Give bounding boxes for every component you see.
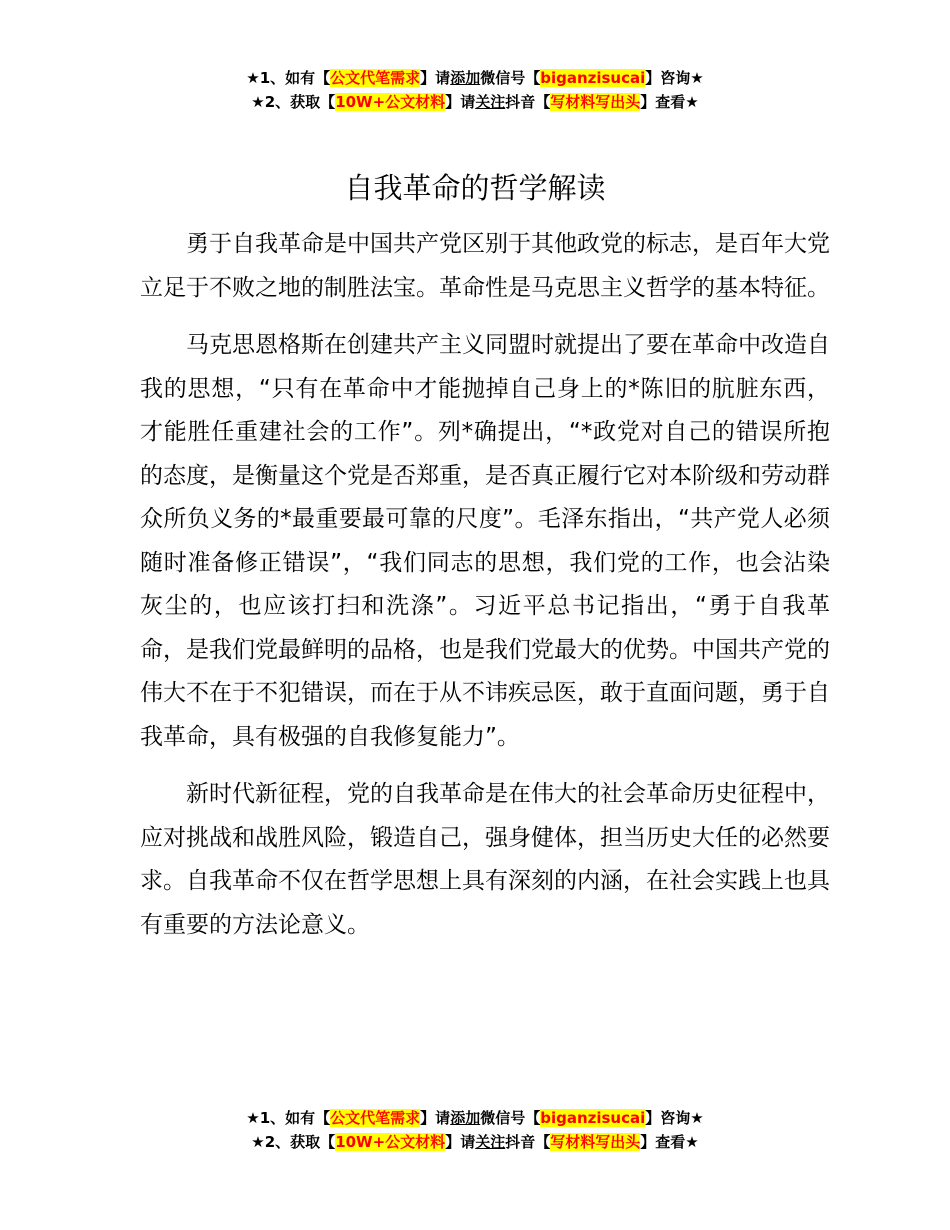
banner-text: 微信号【 bbox=[480, 69, 541, 87]
banner-underlined-text: 添加 bbox=[450, 69, 481, 87]
banner-text: ★2、获取【 bbox=[251, 1133, 336, 1151]
banner-text: ★2、获取【 bbox=[251, 93, 336, 111]
banner-text: 抖音【 bbox=[505, 1133, 551, 1151]
body-paragraph-2: 马克思恩格斯在创建共产主义同盟时就提出了要在革命中改造自我的思想，“只有在革命中才能抛掉自己身上的*陈旧的肮脏东西，才能胜任重建社会的工作”。列*确提出，“*政党对自己的错误所抱的态度，是衡量这个党是否郑重，是否真正履行它对本阶级和劳动群众所负义务的*最重要最可靠的尺度”。毛泽东指出，“共产党人必须随时准备修正错误”，“我们同志的思想，我们党的工作，也会沾染灰尘的，也应该打扫和洗涤”。习近平总书记指出，“勇于自我革命，是我们党最鲜明的品格，也是我们党最大的优势。中国共产党的伟大不在于不犯错误，而在于从不讳疾忌医，敢于直面问题，勇于自我革命，具有极强的自我修复能力”。 bbox=[140, 332, 830, 750]
banner-text: 】查看★ bbox=[640, 1133, 699, 1151]
banner-line-2 bbox=[0, 1130, 950, 1154]
banner-line-2 bbox=[0, 90, 950, 114]
banner-underlined-text: 添加 bbox=[450, 1109, 481, 1127]
banner-underlined-text: 关注 bbox=[475, 93, 506, 111]
banner-highlight: 10W+公文材料 bbox=[335, 1133, 446, 1151]
banner-line-1 bbox=[0, 1106, 950, 1130]
banner-text: 】请 bbox=[420, 69, 451, 87]
banner-highlight: 公文代笔需求 bbox=[330, 69, 421, 87]
header-banner bbox=[0, 66, 950, 114]
footer-banner bbox=[0, 1106, 950, 1154]
body-paragraph-3: 新时代新征程，党的自我革命是在伟大的社会革命历史征程中，应对挑战和战胜风险，锻造自己，强身健体，担当历史大任的必然要求。自我革命不仅在哲学思想上具有深刻的内涵，在社会实践上也具有重要的方法论意义。 bbox=[140, 781, 830, 938]
banner-text: 】请 bbox=[445, 1133, 476, 1151]
banner-underlined-text: 关注 bbox=[475, 1133, 506, 1151]
banner-text: 抖音【 bbox=[505, 93, 551, 111]
banner-text: 】咨询★ bbox=[645, 69, 704, 87]
document-title: 自我革命的哲学解读 bbox=[344, 171, 606, 205]
banner-text: ★1、如有【 bbox=[246, 1109, 331, 1127]
banner-text: 微信号【 bbox=[480, 1109, 541, 1127]
banner-highlight: biganzisucai bbox=[540, 69, 646, 87]
banner-highlight: 写材料写出头 bbox=[550, 93, 641, 111]
banner-text: 】查看★ bbox=[640, 93, 699, 111]
banner-highlight: 公文代笔需求 bbox=[330, 1109, 421, 1127]
document-body bbox=[140, 223, 830, 961]
banner-line-1 bbox=[0, 66, 950, 90]
banner-highlight: 10W+公文材料 bbox=[335, 93, 446, 111]
banner-text: 】请 bbox=[445, 93, 476, 111]
banner-text: ★1、如有【 bbox=[246, 69, 331, 87]
body-paragraph-1: 勇于自我革命是中国共产党区别于其他政党的标志，是百年大党立足于不败之地的制胜法宝。革命性是马克思主义哲学的基本特征。 bbox=[140, 231, 830, 301]
banner-highlight: biganzisucai bbox=[540, 1109, 646, 1127]
banner-text: 】咨询★ bbox=[645, 1109, 704, 1127]
banner-text: 】请 bbox=[420, 1109, 451, 1127]
banner-highlight: 写材料写出头 bbox=[550, 1133, 641, 1151]
